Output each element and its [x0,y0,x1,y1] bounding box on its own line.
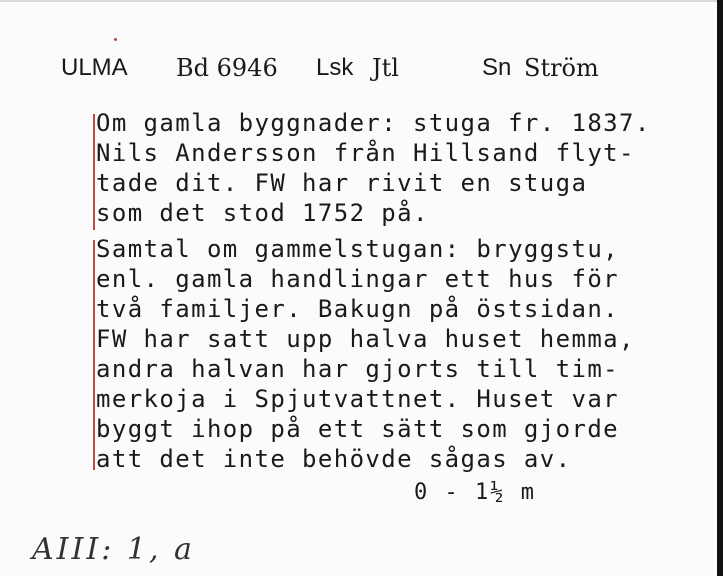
text-line: två familjer. Bakugn på östsidan. [96,295,620,323]
landskap-label: Lsk [316,54,354,81]
paragraph-buildings [96,108,651,228]
text-line: merkoja i Spjutvattnet. Huset var [96,385,620,413]
landskap-value: Jtl [372,54,399,82]
text-line: Nils Andersson från Hillsand flyt- [96,139,635,167]
handwritten-mark: AIII: 1, a [32,532,195,567]
card-top-edge [0,0,723,2]
text-line: enl. gamla handlingar ett hus för [96,265,620,293]
text-line: andra halvan har gjorts till tim- [96,355,620,383]
text-line: FW har satt upp halva huset hemma, [96,325,635,353]
margin-line-2 [93,240,95,470]
socken-value: Ström [524,54,599,82]
text-line: byggt ihop på ett sätt som gjorde [96,415,620,443]
text-line: Om gamla byggnader: stuga fr. 1837. [96,109,651,137]
measurement: 0 - 1½ m [414,480,536,505]
margin-line-1 [93,114,95,230]
text-line: tade dit. FW har rivit en stuga [96,169,588,197]
text-line: att det inte behövde sågas av. [96,445,572,473]
socken-label: Sn [482,54,512,81]
archive-name: ULMA [61,54,128,81]
text-line: som det stod 1752 på. [96,199,429,227]
card-header [0,54,723,88]
paragraph-conversation [96,234,635,474]
text-line: Samtal om gammelstugan: bryggstu, [96,235,620,263]
volume-number: Bd 6946 [176,54,278,82]
red-dot-mark [114,38,117,41]
